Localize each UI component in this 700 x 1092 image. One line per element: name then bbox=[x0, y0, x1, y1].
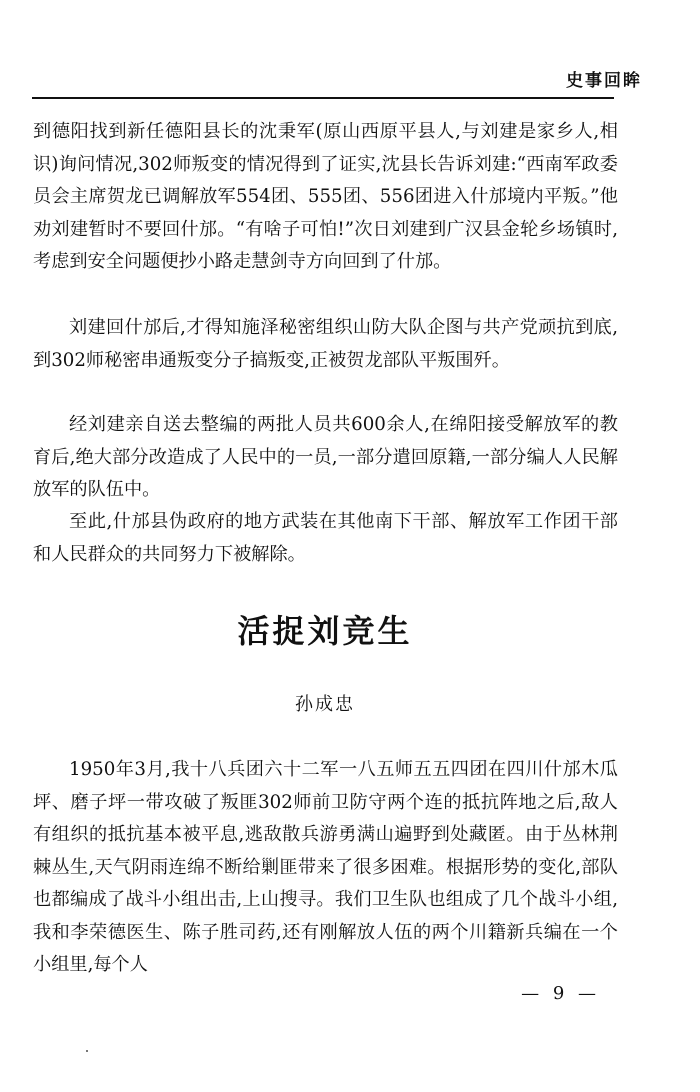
scan-speck bbox=[86, 1050, 88, 1052]
body-paragraph-3: 经刘建亲自送去整编的两批人员共600余人,在绵阳接受解放军的教育后,绝大部分改造成了人民中的一员,一部分遣回原籍,一部分编人人民解放军的队伍中。 bbox=[33, 414, 618, 500]
article-title: 活捉刘竞生 bbox=[237, 612, 413, 650]
body-paragraph-2: 刘建回什邡后,才得知施泽秘密组织山防大队企图与共产党顽抗到底,到302师秘密串通叛变分子搞叛变,正被贺龙部队平叛围歼。 bbox=[33, 317, 618, 371]
header-divider bbox=[32, 97, 614, 99]
body-paragraph-4: 至此,什邡县伪政府的地方武装在其他南下干部、解放军工作团干部和人民群众的共同努力下被解除。 bbox=[33, 511, 618, 565]
running-header-title: 史事回眸 bbox=[566, 71, 642, 91]
body-paragraph-1: 到德阳找到新任德阳县长的沈秉军(原山西原平县人,与刘建是家乡人,相识)询问情况,302师叛变的情况得到了证实,沈县长告诉刘建:“西南军政委员会主席贺龙已调解放军554团、555团、556团进入什邡境内平叛。”他劝刘建暂时不要回什邡。“有啥子可怕!”次日刘建到广汉县金轮乡场镇时,考虑到安全问题便抄小路走慧剑寺方向回到了什邡。 bbox=[33, 121, 618, 272]
article-paragraph-1: 1950年3月,我十八兵团六十二军一八五师五五四团在四川什邡木瓜坪、磨子坪一带攻破了叛匪302师前卫防守两个连的抵抗阵地之后,敌人有组织的抵抗基本被平息,逃敌散兵游勇满山遍野到处藏匿。由于丛林荆棘丛生,天气阴雨连绵不断给剿匪带来了很多困难。根据形势的变化,部队也都编成了战斗小组出击,上山搜寻。我们卫生队也组成了几个战斗小组,我和李荣德医生、陈子胜司药,还有刚解放人伍的两个川籍新兵编在一个小组里,每个人 bbox=[33, 759, 618, 975]
page-number: — 9 — bbox=[521, 983, 600, 1004]
article-author: 孙成忠 bbox=[295, 694, 355, 715]
